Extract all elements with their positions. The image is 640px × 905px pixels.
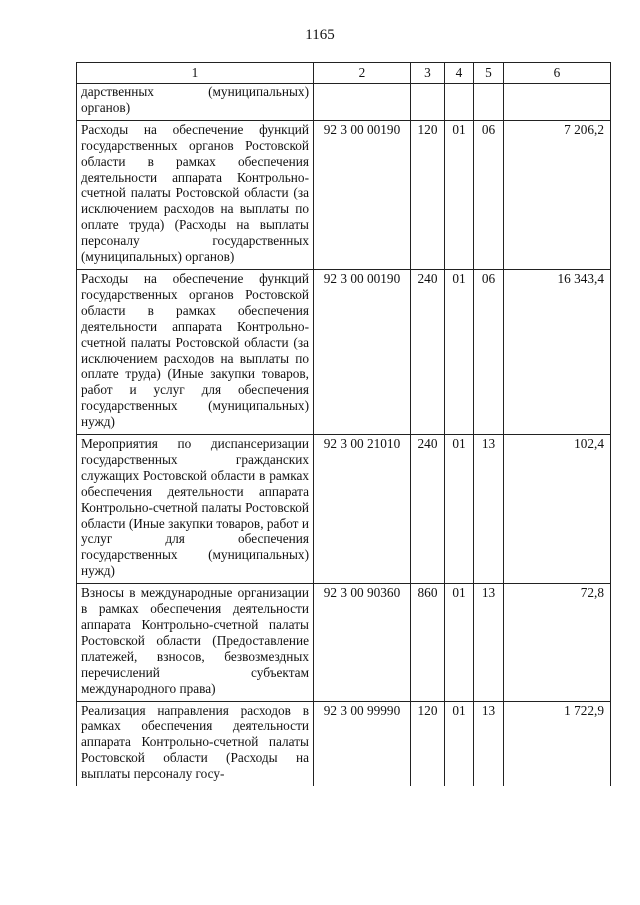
row-description: Расходы на обеспечение функций государственных органов Ростовской области в рамках обеспечения деятельности аппарата Контрольно-счетной палаты Ростовской области (за исключением расходов на выплаты по оплате труда) (Расходы на выплаты персоналу государственных (муниципальных) органов) [77,120,314,269]
row-target-code: 92 3 00 99990 [314,701,411,786]
row-description: Расходы на обеспечение функций государственных органов Ростовской области в рамках обеспечения деятельности аппарата Контрольно-счетной палаты Ростовской области (за исключением расходов на выплаты по оплате труда) (Иные закупки товаров, работ и услуг для обеспечения государственных (муниципальных) нужд) [77,269,314,434]
row-expense-type: 240 [411,435,445,584]
column-header-4: 4 [445,63,474,84]
row-description: дарственных (муниципальных) органов) [77,84,314,121]
table-row-continuation [77,84,611,121]
row-amount: 1 722,9 [504,701,611,786]
row-subsection: 13 [474,584,504,701]
table-row [77,120,611,269]
row-expense-type: 120 [411,701,445,786]
row-amount: 72,8 [504,584,611,701]
table-row [77,435,611,584]
row-amount: 102,4 [504,435,611,584]
row-section: 01 [445,435,474,584]
row-subsection: 06 [474,120,504,269]
row-amount [504,84,611,121]
column-header-1: 1 [77,63,314,84]
row-expense-type [411,84,445,121]
budget-table [76,62,611,786]
column-header-2: 2 [314,63,411,84]
table-row [77,269,611,434]
row-target-code: 92 3 00 00190 [314,269,411,434]
row-expense-type: 120 [411,120,445,269]
row-description: Взносы в международные организации в рамках обеспечения деятельности аппарата Контрольно-счетной палаты Ростовской области (Предоставление платежей, взносов, безвозмездных перечислений субъектам международного права) [77,584,314,701]
column-header-3: 3 [411,63,445,84]
page-number: 1165 [305,27,335,43]
row-amount: 16 343,4 [504,269,611,434]
row-expense-type: 240 [411,269,445,434]
row-section: 01 [445,269,474,434]
row-description: Мероприятия по диспансеризации государственных гражданских служащих Ростовской области в рамках обеспечения деятельности аппарата Контрольно-счетной палаты Ростовской области (Иные закупки товаров, работ и услуг для обеспечения государственных (муниципальных) нужд) [77,435,314,584]
column-header-6: 6 [504,63,611,84]
row-section: 01 [445,120,474,269]
table-header-row [77,63,611,84]
column-header-5: 5 [474,63,504,84]
row-target-code: 92 3 00 21010 [314,435,411,584]
row-expense-type: 860 [411,584,445,701]
row-description: Реализация направления расходов в рамках обеспечения деятельности аппарата Контрольно-счетной палаты Ростовской области (Расходы на выплаты персоналу госу- [77,701,314,786]
row-subsection [474,84,504,121]
row-subsection: 13 [474,435,504,584]
row-target-code [314,84,411,121]
row-target-code: 92 3 00 90360 [314,584,411,701]
row-section [445,84,474,121]
table-row [77,701,611,786]
row-subsection: 06 [474,269,504,434]
row-section: 01 [445,701,474,786]
row-subsection: 13 [474,701,504,786]
table-row [77,584,611,701]
row-amount: 7 206,2 [504,120,611,269]
row-section: 01 [445,584,474,701]
row-target-code: 92 3 00 00190 [314,120,411,269]
